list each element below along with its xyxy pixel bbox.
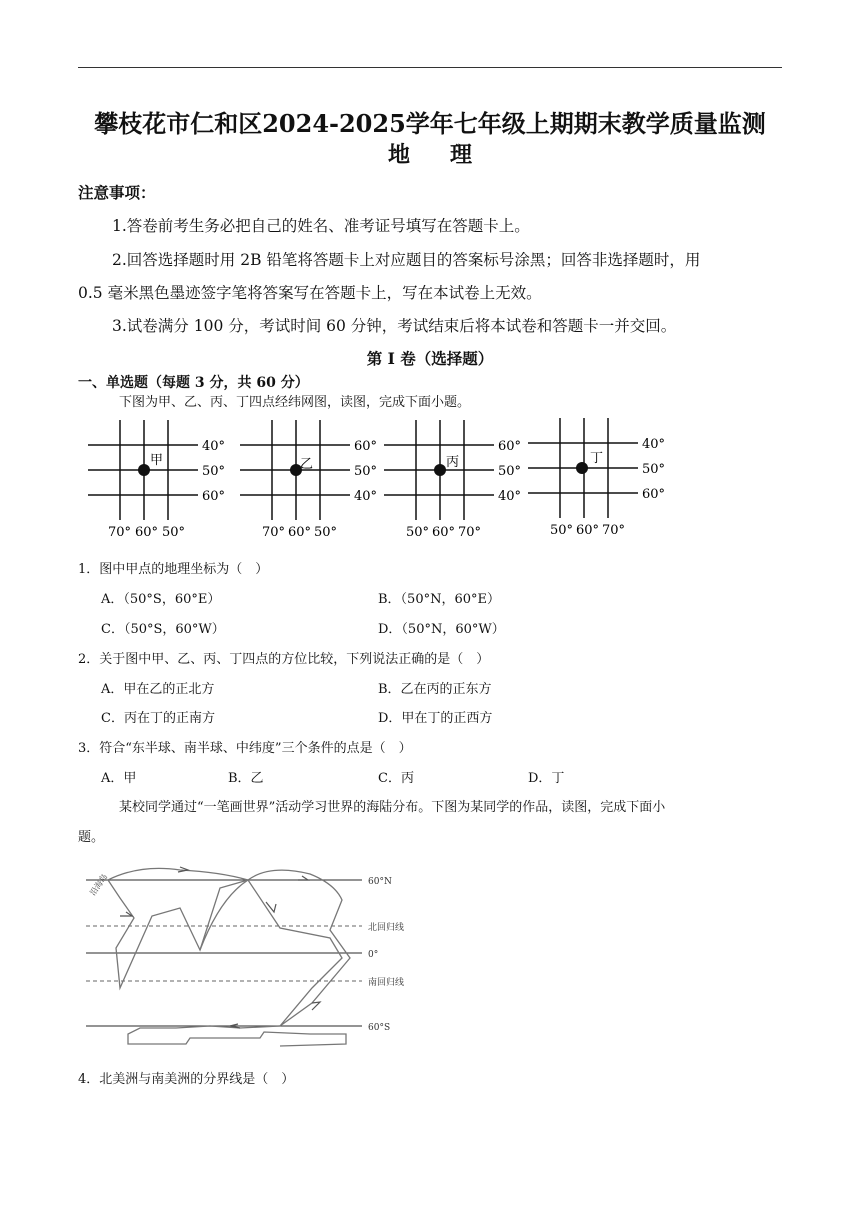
lat-label: 40° (354, 489, 378, 504)
q3-stem: 3．符合“东半球、南半球、中纬度”三个条件的点是（ ） (78, 741, 412, 756)
lat-label: 50° (202, 464, 226, 479)
one-stroke-world-sketch (80, 858, 420, 1058)
q3-option-b[interactable]: B．乙 (228, 771, 264, 786)
tropic-cancer-label: 北回归线 (368, 923, 405, 933)
volume-title: 第 I 卷（选择题） (366, 349, 494, 368)
q3-option-d[interactable]: D．丁 (528, 771, 565, 786)
lat-label: 50° (354, 464, 378, 479)
q2-option-a[interactable]: A．甲在乙的正北方 (101, 682, 215, 697)
point-bing-marker (434, 464, 446, 476)
grid-jia (88, 420, 225, 540)
point-ding-marker (576, 462, 588, 474)
lat-label: 50° (642, 462, 666, 477)
grid-bing (384, 420, 521, 540)
lon-label: 60° (288, 525, 312, 540)
lon-label: 70° (108, 525, 132, 540)
lat-label: 60° (498, 439, 522, 454)
header-rule (78, 67, 782, 68)
lon-label: 60° (135, 525, 159, 540)
lon-label: 60° (576, 523, 600, 538)
intro-grids: 下图为甲、乙、丙、丁四点经纬网图，读图，完成下面小题。 (119, 395, 471, 410)
q2-option-b[interactable]: B．乙在丙的正东方 (378, 682, 492, 697)
lat-60s-label: 60°S (368, 1023, 391, 1033)
notice-item-2-line2: 0.5 毫米黑色墨迹签字笔将答案写在答题卡上，写在本试卷上无效。 (78, 284, 542, 302)
subject-char-2: 理 (450, 142, 473, 168)
lon-label: 50° (406, 525, 430, 540)
notice-heading: 注意事项： (78, 183, 156, 202)
notice-item-1: 1.答卷前考生务必把自己的姓名、准考证号填写在答题卡上。 (112, 217, 530, 235)
q1-option-b[interactable]: B．（50°N，60°E） (378, 592, 501, 607)
exam-title: 攀枝花市仁和区2024-2025学年七年级上期期末教学质量监测 (94, 109, 766, 138)
side-label: 沿海岛 (88, 872, 110, 898)
subject-char-1: 地 (387, 142, 410, 168)
lon-label: 70° (602, 523, 626, 538)
q1-option-d[interactable]: D．（50°N，60°W） (378, 622, 505, 637)
lat-label: 60° (202, 489, 226, 504)
grid-point-label: 丁 (590, 451, 604, 466)
lat-label: 60° (642, 487, 666, 502)
tropic-capricorn-label: 南回归线 (368, 978, 405, 988)
grid-point-label: 甲 (150, 453, 164, 468)
lat-label: 60° (354, 439, 378, 454)
q2-option-c[interactable]: C．丙在丁的正南方 (101, 711, 215, 726)
lon-label: 60° (432, 525, 456, 540)
q2-option-d[interactable]: D．甲在丁的正西方 (378, 711, 493, 726)
lon-label: 50° (550, 523, 574, 538)
subject-title (0, 138, 860, 169)
part-title: 一、单选题（每题 3 分，共 60 分） (78, 375, 309, 391)
notice-item-2-line1: 2.回答选择题时用 2B 铅笔将答题卡上对应题目的答案标号涂黑；回答非选择题时，用 (112, 251, 701, 269)
lat-label: 40° (498, 489, 522, 504)
q3-option-a[interactable]: A．甲 (101, 771, 137, 786)
q2-stem: 2．关于图中甲、乙、丙、丁四点的方位比较，下列说法正确的是（ ） (78, 652, 490, 667)
grid-point-label: 乙 (300, 457, 314, 472)
notice-item-3: 3.试卷满分 100 分，考试时间 60 分钟，考试结束后将本试卷和答题卡一并交回。 (112, 317, 677, 335)
q4-stem: 4．北美洲与南美洲的分界线是（ ） (78, 1072, 295, 1087)
lon-label: 50° (314, 525, 338, 540)
latlon-grids-figure (80, 412, 680, 544)
q1-option-c[interactable]: C．（50°S，60°W） (101, 622, 225, 637)
intro-world-sketch-line2: 题。 (78, 830, 105, 845)
lon-label: 70° (458, 525, 482, 540)
point-jia-marker (138, 464, 150, 476)
grid-yi (240, 420, 377, 540)
lat-label: 40° (642, 437, 666, 452)
lon-label: 70° (262, 525, 286, 540)
grid-point-label: 丙 (446, 455, 460, 470)
lat-60n-label: 60°N (368, 877, 392, 887)
lat-label: 40° (202, 439, 226, 454)
intro-world-sketch-line1: 某校同学通过“一笔画世界”活动学习世界的海陆分布。下图为某同学的作品，读图，完成下面小 (119, 800, 666, 815)
lon-label: 50° (162, 525, 186, 540)
equator-label: 0° (368, 950, 379, 960)
grid-ding (528, 418, 665, 538)
lat-label: 50° (498, 464, 522, 479)
q1-option-a[interactable]: A．（50°S，60°E） (101, 592, 221, 607)
q3-option-c[interactable]: C．丙 (378, 771, 414, 786)
q1-stem: 1．图中甲点的地理坐标为（ ） (78, 562, 269, 577)
